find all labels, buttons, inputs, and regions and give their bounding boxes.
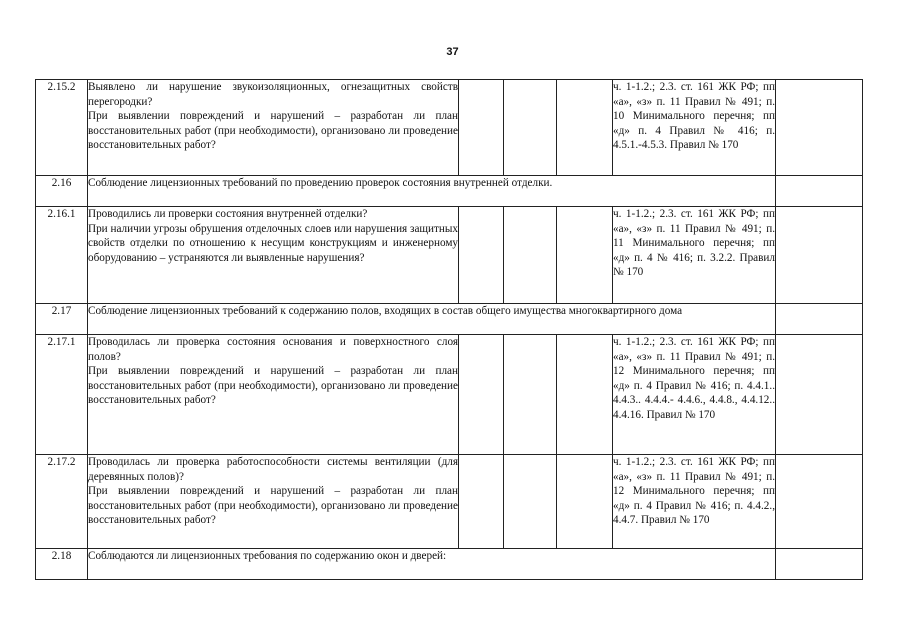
section-row	[36, 176, 863, 207]
answer-cell-na[interactable]	[557, 335, 613, 455]
notes-cell[interactable]	[776, 176, 863, 207]
item-number: 2.16.1	[36, 207, 88, 304]
page-number: 37	[446, 46, 459, 58]
question-text: Выявлено ли нарушение звукоизоляционных, огнезащитных свойств перегородки?	[88, 81, 458, 108]
legal-reference: ч. 1-1.2.; 2.3. ст. 161 ЖК РФ; пп «а», «з» п. 11 Правил № 491; п. 12 Минимального перечня; пп «д» п. 4 Правил № 416; п. 4.4.1.. 4.4.3.. 4.4.4.- 4.4.6., 4.4.8., 4.4.12.. 4.4.16. Правил № 170	[613, 335, 776, 455]
item-question	[88, 455, 459, 549]
answer-cell-no[interactable]	[504, 80, 557, 176]
section-title: Соблюдение лицензионных требований к содержанию полов, входящих в состав общего имущества многоквартирного дома	[88, 304, 776, 335]
item-number: 2.15.2	[36, 80, 88, 176]
checklist-table	[35, 79, 863, 580]
section-row	[36, 304, 863, 335]
notes-cell[interactable]	[776, 207, 863, 304]
notes-cell[interactable]	[776, 304, 863, 335]
question-followup: При выявлении повреждений и нарушений – разработан ли план восстановительных работ (при необходимости), организовано ли проведение восстановительных работ?	[88, 365, 458, 407]
table-row	[36, 335, 863, 455]
section-row	[36, 549, 863, 580]
answer-cell-no[interactable]	[504, 207, 557, 304]
table-row	[36, 207, 863, 304]
notes-cell[interactable]	[776, 335, 863, 455]
legal-reference: ч. 1-1.2.; 2.3. ст. 161 ЖК РФ; пп «а», «з» п. 11 Правил № 491; п. 11 Минимального перечня; пп «д» п. 4 № 416; п. 3.2.2. Правил № 170	[613, 207, 776, 304]
item-number: 2.17.2	[36, 455, 88, 549]
item-question	[88, 335, 459, 455]
answer-cell-na[interactable]	[557, 80, 613, 176]
table-row	[36, 80, 863, 176]
section-number: 2.17	[36, 304, 88, 335]
item-number: 2.17.1	[36, 335, 88, 455]
answer-cell-yes[interactable]	[459, 207, 504, 304]
answer-cell-yes[interactable]	[459, 335, 504, 455]
legal-reference: ч. 1-1.2.; 2.3. ст. 161 ЖК РФ; пп «а», «з» п. 11 Правил № 491; п. 12 Минимального перечня; пп «д» п. 4 Правил № 416; п. 4.4.2., 4.4.7. Правил № 170	[613, 455, 776, 549]
item-question	[88, 80, 459, 176]
answer-cell-no[interactable]	[504, 335, 557, 455]
section-title: Соблюдаются ли лицензионных требования по содержанию окон и дверей:	[88, 549, 776, 580]
section-number: 2.16	[36, 176, 88, 207]
answer-cell-no[interactable]	[504, 455, 557, 549]
answer-cell-na[interactable]	[557, 455, 613, 549]
answer-cell-na[interactable]	[557, 207, 613, 304]
answer-cell-yes[interactable]	[459, 455, 504, 549]
notes-cell[interactable]	[776, 455, 863, 549]
section-title: Соблюдение лицензионных требований по проведению проверок состояния внутренней отделки.	[88, 176, 776, 207]
question-followup: При выявлении повреждений и нарушений – разработан ли план восстановительных работ (при необходимости), организовано ли проведение восстановительных работ?	[88, 485, 458, 527]
section-number: 2.18	[36, 549, 88, 580]
legal-reference: ч. 1-1.2.; 2.3. ст. 161 ЖК РФ; пп «а», «з» п. 11 Правил № 491; п. 10 Минимального перечня; пп «д» п. 4 Правил № 416; п. 4.5.1.-4.5.3. Правил № 170	[613, 80, 776, 176]
item-question	[88, 207, 459, 304]
question-followup: При выявлении повреждений и нарушений – разработан ли план восстановительных работ (при необходимости), организовано ли проведение восстановительных работ?	[88, 110, 458, 152]
question-text: Проводилась ли проверка состояния основания и поверхностного слоя полов?	[88, 336, 458, 363]
question-text: Проводилась ли проверка работоспособности системы вентиляции (для деревянных полов)?	[88, 456, 458, 483]
answer-cell-yes[interactable]	[459, 80, 504, 176]
table-row	[36, 455, 863, 549]
question-text: Проводились ли проверки состояния внутренней отделки?	[88, 208, 368, 220]
notes-cell[interactable]	[776, 80, 863, 176]
question-followup: При наличии угрозы обрушения отделочных слоев или нарушения защитных свойств отделки по отношению к несущим конструкциям и инженерному оборудованию – устраняются ли выявленные нарушения?	[88, 222, 458, 264]
notes-cell[interactable]	[776, 549, 863, 580]
